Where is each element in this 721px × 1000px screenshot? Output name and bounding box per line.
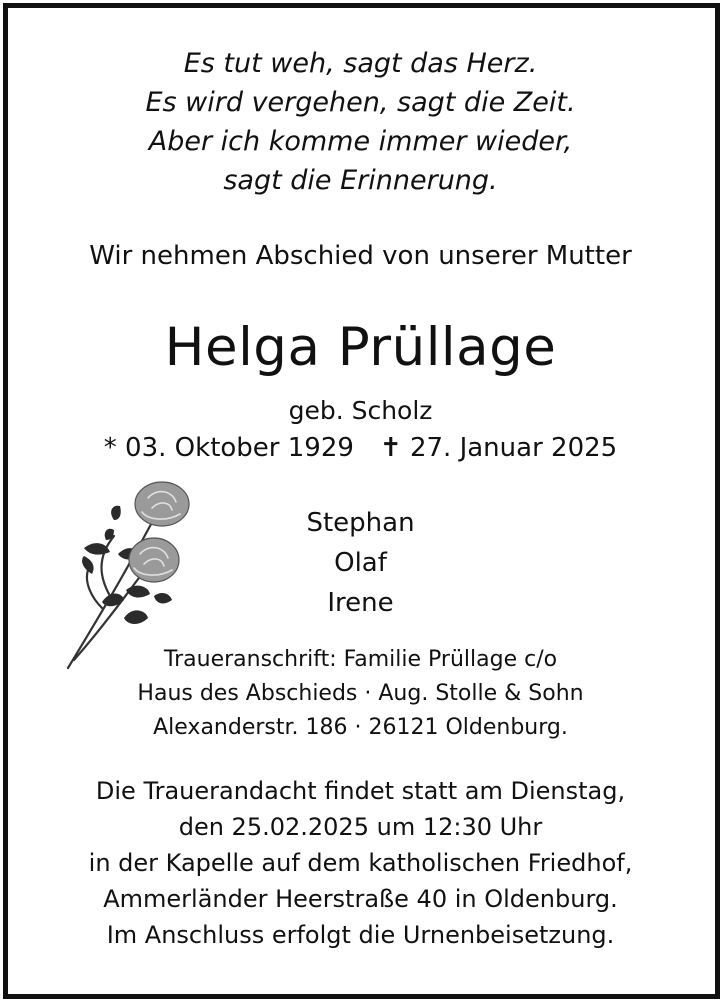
service-info — [0, 773, 721, 953]
address-line: Traueranschrift: Familie Prüllage c/o — [163, 647, 558, 672]
birth-date: * 03. Oktober 1929 — [103, 433, 354, 463]
service-line: Die Trauerandacht findet statt am Dienstag, — [95, 777, 626, 805]
family-member: Stephan — [306, 508, 415, 538]
poem-line: Es wird vergehen, sagt die Zeit. — [145, 87, 576, 118]
service-line: Ammerländer Heerstraße 40 in Oldenburg. — [103, 885, 618, 913]
family-member: Irene — [327, 588, 394, 618]
service-line: in der Kapelle auf dem katholischen Friedhof, — [88, 849, 633, 877]
death-date: ✝ 27. Januar 2025 — [379, 433, 618, 463]
mourning-address — [0, 643, 721, 745]
address-line: Haus des Abschieds · Aug. Stolle & Sohn — [137, 681, 584, 706]
poem-line: Aber ich komme immer wieder, — [148, 126, 573, 157]
service-line: Im Anschluss erfolgt die Urnenbeisetzung. — [106, 921, 615, 949]
poem-line: Es tut weh, sagt das Herz. — [183, 48, 538, 79]
life-dates — [0, 430, 721, 466]
service-line: den 25.02.2025 um 12:30 Uhr — [178, 813, 543, 841]
farewell-intro: Wir nehmen Abschied von unserer Mutter — [89, 241, 632, 271]
poem — [0, 44, 721, 200]
poem-line: sagt die Erinnerung. — [223, 165, 498, 196]
family-member: Olaf — [334, 548, 387, 578]
maiden-name: geb. Scholz — [288, 396, 433, 425]
deceased-name: Helga Prüllage — [164, 317, 557, 378]
address-line: Alexanderstr. 186 · 26121 Oldenburg. — [153, 715, 568, 740]
family-list — [0, 503, 721, 623]
